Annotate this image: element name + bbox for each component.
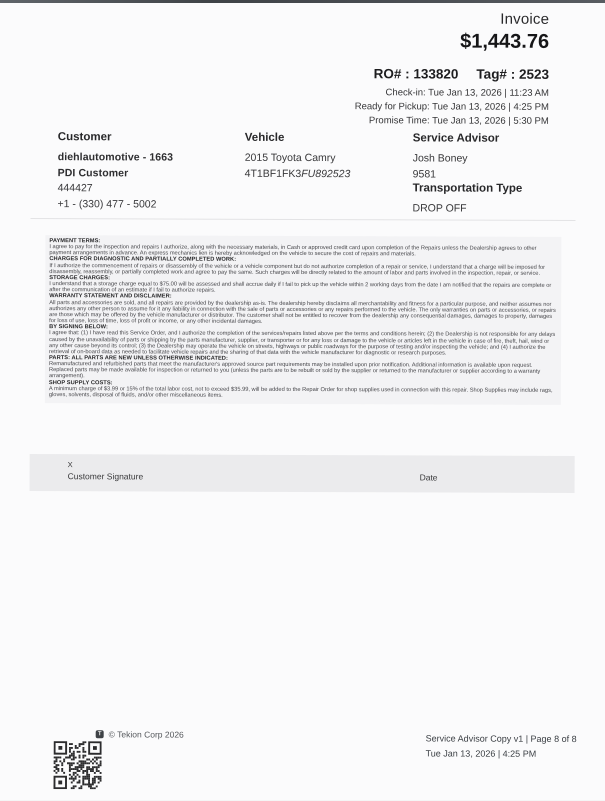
customer-id: 444427	[57, 182, 93, 195]
printed-datetime: Tue Jan 13, 2026 | 4:25 PM	[425, 747, 537, 759]
transportation-type-value: DROP OFF	[412, 202, 467, 215]
terms-section-body: I understand that a storage charge equal to $75.00 will be assessed and shall accrue daily if I fail to pick up the vehicle within 2 working days from the date I am notified that the repairs are complete or after the communication of an estimate if I fail to authorize repairs.	[49, 281, 552, 294]
terms-section-body: I agree to pay for the inspection and repairs I authorize, along with the necessary materials, in Cash or approved credit card upon completion of the Repairs unless the Dealership agrees to other payment arrangements in advance. An express mechanics lien is hereby acknowledged on the vehicle to secure the cost of repairs and materials.	[49, 244, 537, 258]
terms-section-title: STORAGE CHARGES:	[49, 275, 111, 282]
copyright-text: © Tekion Corp 2026	[108, 729, 184, 740]
customer-type: PDI Customer	[57, 166, 129, 179]
footer-page-info	[426, 731, 577, 761]
service-advisor-heading: Service Advisor	[412, 132, 500, 145]
vehicle-section	[245, 132, 351, 182]
vehicle-model: 2015 Toyota Camry	[244, 151, 336, 165]
vehicle-heading: Vehicle	[244, 131, 285, 144]
tekion-logo-icon: T	[96, 730, 104, 738]
terms-section-body: I agree that: (1) I have read this Service Order, and I authorize the completion of the services/repairs listed above per the terms and conditions herein; (2) the Dealership is not responsible for any delays caused by the unavailability of parts or shipping by the parts manufacturer, supplier, or transporter or for any loss or damage to the vehicle or articles left in the vehicle in case of fire, theft, hail, wind or any other cause beyond its control; (3) the Dealership may operate the vehicle on streets, highways or public roadways for the purpose of testing and/or inspecting the vehicle; and (4) I authorize the retrieval of on-board data as needed to facilitate vehicle repairs and the sharing of that data with the vehicle manufacturer for diagnostic or research purposes.	[49, 330, 556, 357]
ro-number: RO# : 133820	[373, 66, 459, 82]
terms-section	[49, 355, 557, 381]
ready-for-pickup-time: Ready for Pickup: Tue Jan 13, 2026 | 4:25 PM	[354, 100, 549, 113]
signature-band	[30, 454, 575, 493]
terms-section-title: PAYMENT TERMS:	[49, 238, 101, 245]
terms-section	[49, 324, 557, 357]
terms-section	[49, 238, 557, 258]
terms-and-conditions	[45, 235, 562, 405]
terms-section-title: SHOP SUPPLY COSTS:	[48, 379, 113, 386]
vehicle-vin	[245, 166, 351, 182]
terms-section	[49, 275, 557, 295]
transportation-type-heading: Transportation Type	[412, 182, 523, 195]
terms-section-body: If I authorize the commencement of repairs or disassembly of the vehicle or a vehicle component but do not authorize completion of a repair or service, I understand that a charge will be imposed for disassembly, reassembly, or partially completed work and agree to pay the same. Such charges will be directly related to the amount of labor and parts involved in the inspection, repair, or service.	[49, 262, 546, 277]
ro-tag-line	[355, 66, 549, 82]
terms-section	[49, 294, 557, 327]
customer-signature-label: Customer Signature	[67, 471, 144, 482]
qr-code	[54, 741, 102, 789]
customer-section	[58, 131, 174, 212]
invoice-total: $1,443.76	[460, 30, 550, 53]
terms-section	[49, 257, 557, 277]
terms-section-title: PARTS: ALL PARTS ARE NEW UNLESS OTHERWISE INDICATED:	[48, 355, 228, 362]
signature-x-mark: X	[67, 460, 73, 470]
tag-number: Tag# : 2523	[476, 66, 550, 82]
date-label: Date	[419, 472, 438, 483]
promise-time: Promise Time: Tue Jan 13, 2026 | 5:30 PM	[368, 114, 549, 127]
copy-version-page: Service Advisor Copy v1 | Page 8 of 8	[425, 733, 577, 744]
terms-section-title: CHARGES FOR DIAGNOSTIC AND PARTIALLY COMPLETED WORK:	[49, 256, 237, 264]
invoice-header	[355, 10, 550, 128]
footer-copyright	[96, 729, 184, 739]
service-advisor-name: Josh Boney	[412, 152, 468, 165]
service-advisor-id: 9581	[412, 167, 437, 180]
terms-section-title: WARRANTY STATEMENT AND DISCLAIMER:	[49, 293, 172, 300]
terms-section-body: A minimum charge of $3.99 or 15% of the total labor cost, not to exceed $35.99, will be added to the Repair Order for shop supplies used in connection with this repair. Shop Supplies may include rags, gloves, solvents, disposal of fluids, and/or other miscellaneous items.	[48, 385, 553, 399]
terms-section	[49, 380, 557, 400]
customer-name: diehlautomotive - 1663	[57, 151, 174, 164]
vin-prefix: 4T1BF1FK3	[244, 167, 302, 180]
invoice-dates	[355, 86, 549, 128]
section-divider	[30, 218, 575, 221]
customer-phone: +1 - (330) 477 - 5002	[57, 197, 157, 210]
checkin-time: Check-in: Tue Jan 13, 2026 | 11:23 AM	[385, 87, 549, 99]
vin-suffix: FU892523	[301, 167, 351, 180]
terms-section-body: Remanufactured and refurbished parts that meet the manufacturer's approved source part requirements may be installed upon prior notification. Additional information is available upon request. Replaced parts may be made available for inspection or returned to you (unless the parts are to be rebuilt or sold by the supplier or returned to the manufacturer or supplier according to a warranty arrangement).	[48, 361, 541, 380]
terms-section-title: BY SIGNING BELOW:	[49, 324, 108, 331]
service-advisor-section	[413, 132, 523, 217]
terms-section-body: All parts and accessories are sold, and all repairs are provided by the dealership as-is. The dealership hereby disclaims all merchantability and fitness for a particular purpose, and neither assumes nor authorizes any other person to assume for it any liability in connection with the sale of parts or accessories or any repairs performed to the vehicle. The only warranties on parts or accessories, or repairs are those which may be offered by the vehicle manufacturer or distributor. The customer shall not be entitled to recover from the dealership any consequential damages, damages to property, damages for loss of use, loss of time, loss of profit or income, or any other incidental damages.	[49, 299, 556, 325]
invoice-title: Invoice	[500, 10, 550, 28]
customer-heading: Customer	[57, 131, 112, 144]
